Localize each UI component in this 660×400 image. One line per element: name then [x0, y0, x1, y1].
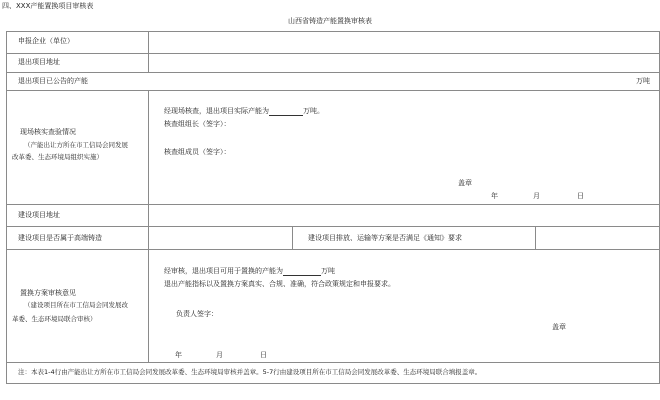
review-sub2: 革委、生态环境局联合审核）	[12, 315, 97, 323]
high-end-label: 建设项目是否属于高端铸造	[18, 234, 102, 242]
emission-check-value[interactable]	[537, 228, 658, 248]
onsite-sub2: 改革委、生态环境局组织实施）	[12, 153, 103, 161]
onsite-leader: 核查组组长（签字）：	[164, 120, 231, 128]
review-sign: 负责人签字：	[176, 310, 218, 318]
onsite-seal: 盖章	[458, 179, 472, 187]
review-date-year: 年	[175, 351, 182, 359]
onsite-date-month: 月	[533, 192, 540, 200]
onsite-label: 现场核实查验情况	[20, 128, 76, 136]
review-date-month: 月	[216, 351, 223, 359]
onsite-line1: 经现场核查，退出项目实际产能为 万吨。	[164, 107, 324, 115]
onsite-sub1: （产能出让方所在市工信局会同发展	[24, 141, 128, 149]
applicant-value[interactable]	[150, 33, 658, 52]
build-address-label: 建设项目地址	[18, 211, 60, 219]
build-address-value[interactable]	[150, 206, 658, 225]
onsite-capacity-blank[interactable]	[269, 107, 303, 116]
exit-capacity-unit: 万吨	[636, 77, 650, 85]
exit-address-label: 退出项目地址	[18, 58, 60, 66]
onsite-date-year: 年	[491, 192, 498, 200]
review-capacity-blank[interactable]	[283, 267, 321, 276]
high-end-value[interactable]	[150, 228, 291, 248]
section-heading: 四、XXX产能置换项目审核表	[2, 2, 94, 10]
review-seal: 盖章	[552, 323, 566, 331]
applicant-label: 申报企业（单位）	[18, 37, 74, 45]
table-title: 山西省铸造产能置换审核表	[288, 17, 372, 25]
exit-address-value[interactable]	[150, 55, 658, 71]
emission-check-label: 建设项目排放、运输等方案是否满足《通知》要求	[308, 234, 462, 242]
table-note: 注：本表1-4行由产能出让方所在市工信局会同发展改革委、生态环境局审核并盖章。5-7行由建设项目所在市工信局会同发展改革委、生态环境局联合填报盖章。	[18, 368, 482, 376]
review-date-day: 日	[260, 351, 267, 359]
onsite-member: 核查组成员（签字）：	[164, 148, 231, 156]
review-label: 置换方案审核意见	[20, 289, 76, 297]
exit-capacity-label: 退出项目已公告的产能	[18, 77, 88, 85]
review-line1: 经审核，退出项目可用于置换的产能为 万吨	[164, 267, 335, 275]
review-sub1: （建设项目所在市工信局会同发展改	[24, 301, 128, 309]
onsite-date-day: 日	[577, 192, 584, 200]
review-line2: 退出产能指标以及置换方案真实、合规、准确，符合政策规定和申报要求。	[164, 280, 395, 288]
